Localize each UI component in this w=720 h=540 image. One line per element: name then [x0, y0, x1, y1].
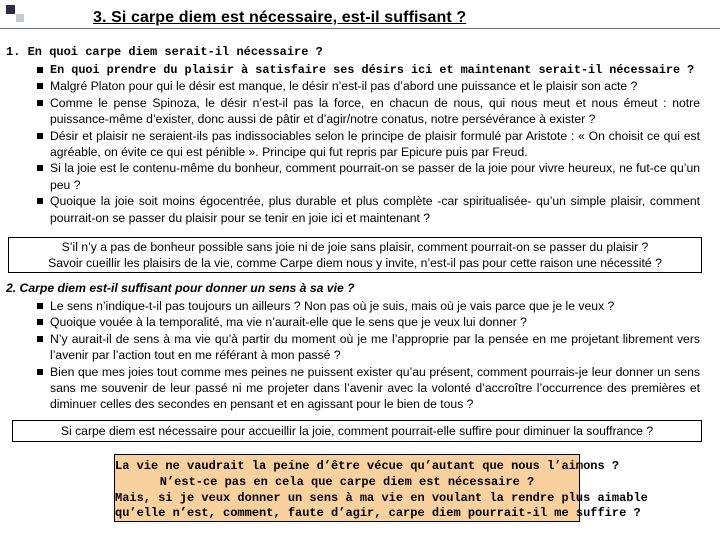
list-item: Désir et plaisir ne seraient-ils pas indissociables selon le principe de plaisir formulé par Aristote : « On choisit ce qui est agréable, on évite ce qui est pénible ». Principe qui fut repris par Epicure puis par Freud.: [50, 128, 700, 160]
list-item: Comme le pense Spinoza, le désir n’est-il pas la force, en chacun de nous, qui nous meut et nous émeut : notre puissance-même d’exister, donc aussi de pâtir et d’agir/notre conatus, notre persévérance à exister ?: [50, 95, 700, 127]
conclusion-line-3: Mais, si je veux donner un sens à ma vie en voulant la rendre plus aimable: [115, 490, 648, 505]
list-item: Le sens n’indique-t-il pas toujours un ailleurs ? Non pas où je suis, mais où je vais parce que je le veux ?: [50, 298, 700, 314]
conclusion-line-2: N’est-ce pas en cela que carpe diem est nécessaire ?: [159, 474, 535, 489]
question-2: 2. Carpe diem est-il suffisant pour donner un sens à sa vie ?: [6, 281, 355, 295]
list-item: En quoi prendre du plaisir à satisfaire ses désirs ici et maintenant serait-il nécessaire ?: [50, 62, 700, 78]
bullet-list-1: [50, 62, 700, 226]
list-item: Bien que mes joies tout comme mes peines ne puissent exister qu’au présent, comment pourrais-je leur donner un sens sans me souvenir de leur passé ni me projeter dans l’avenir avec la volonté d’accroître l’occurrence des premières et diminuer celles des secondes en pensant et en agissant pour le bien de tous ?: [50, 364, 700, 412]
list-item: Quoique la joie soit moins égocentrée, plus durable et plus complète -car spiritualisée- qu’un simple plaisir, comment pourrait-on se passer du plaisir pour se tenir en joie ici et maintenant ?: [50, 194, 700, 225]
list-item: N’y aurait-il de sens à ma vie qu’à partir du moment où je me l’approprie par la pensée en me projetant librement vers l’avenir par l’action tout en me référant à mon passé ?: [50, 331, 700, 363]
list-item: Malgré Platon pour qui le désir est manque, le désir n’est-il pas d’abord une puissance et le plaisir son acte ?: [50, 78, 700, 94]
conclusion-box: [114, 454, 648, 522]
list-item: Si la joie est le contenu-même du bonheur, comment pourrait-on se passer de la joie pour vivre heureux, ne fut-ce qu’un peu ?: [50, 161, 700, 192]
callout-1-line-2: Savoir cueillir les plaisirs de la vie, comme Carpe diem nous y invite, n’est-il pas pour cette raison une nécessité ?: [48, 256, 662, 270]
callout-1-line-1: S’il n’y a pas de bonheur possible sans joie ni de joie sans plaisir, comment pourrait-on se passer du plaisir ?: [61, 240, 649, 254]
decor-square-light: [16, 14, 24, 22]
list-item: Quoique vouée à la temporalité, ma vie n’aurait-elle que le sens que je veux lui donner ?: [50, 314, 700, 330]
callout-box-2: Si carpe diem est nécessaire pour accueillir la joie, comment pourrait-elle suffire pour diminuer la souffrance ?: [12, 420, 702, 442]
title-rule: [0, 28, 720, 29]
bullet-list-2: [50, 298, 700, 413]
decor-square-dark: [6, 5, 15, 14]
question-1: 1. En quoi carpe diem serait-il nécessaire ?: [6, 45, 323, 59]
callout-box-1: [8, 237, 702, 273]
conclusion-line-1: La vie ne vaudrait la peine d’être vécue qu’autant que nous l’aimons ?: [115, 459, 620, 473]
conclusion-line-4: qu’elle n’est, comment, faute d’agir, carpe diem pourrait-il me suffire ?: [115, 506, 641, 521]
slide-title: 3. Si carpe diem est nécessaire, est-il suffisant ?: [93, 9, 467, 26]
